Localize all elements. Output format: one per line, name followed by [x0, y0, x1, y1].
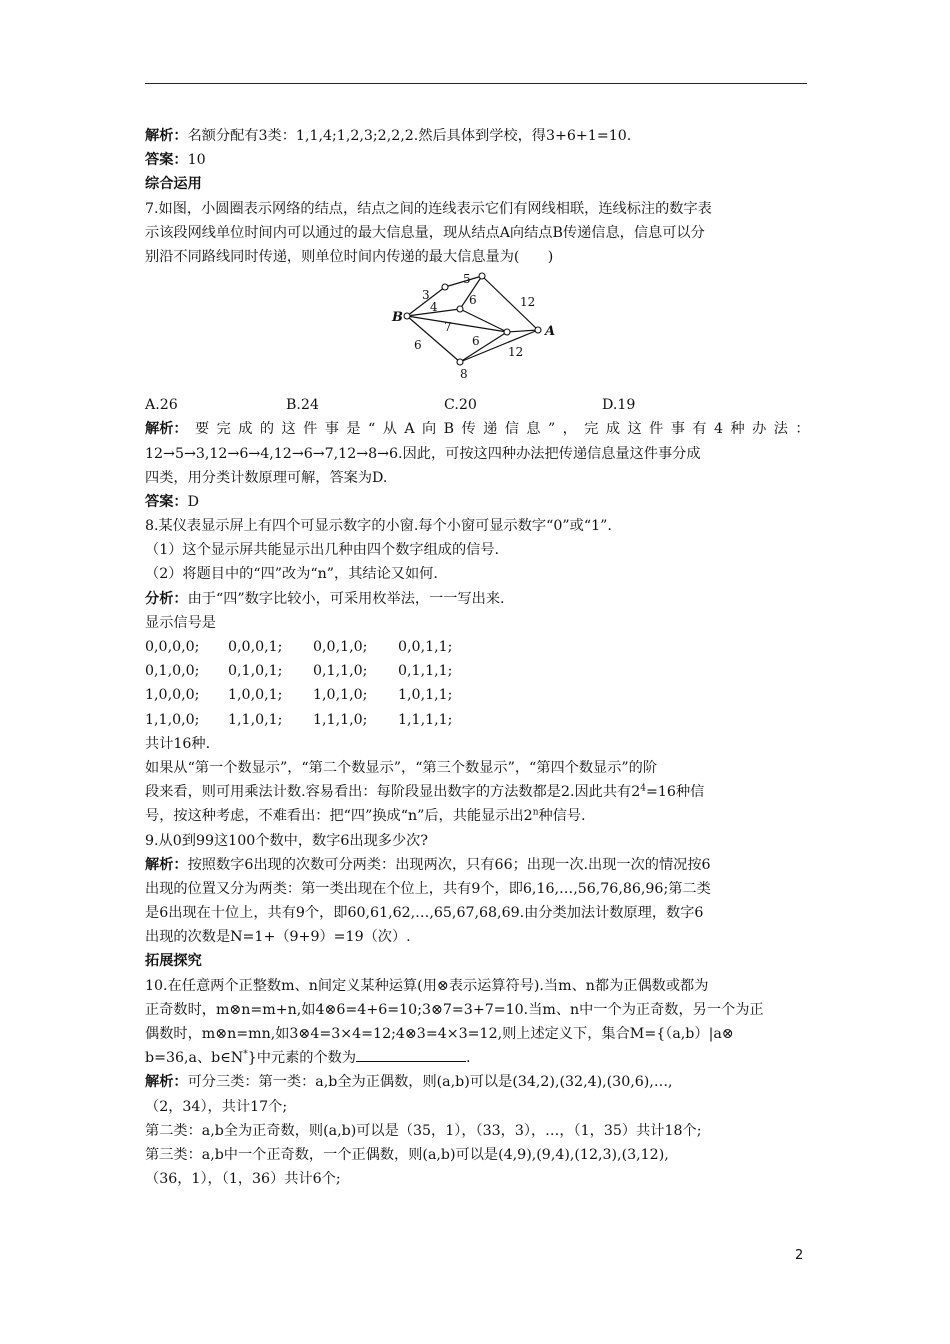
- node-b: [404, 313, 410, 319]
- section-heading-comprehensive: 综合运用: [145, 176, 202, 193]
- q8-para-line2: 段来看，则可用乘法计数.容易看出：每阶段显出数字的方法数都是2.因此共有$2^4=16$种信: [145, 783, 705, 801]
- option-d: D.19: [602, 397, 636, 414]
- q8-stem: 8.某仪表显示屏上有四个可显示数字的小窗.每个小窗可显示数字“0”或“1”.: [145, 518, 612, 535]
- q7-stem-line2: 示该段网线单位时间内可以通过的最大信息量，现从结点A向结点B传递信息，信息可以分: [145, 224, 705, 241]
- document-body: [145, 124, 810, 1191]
- network-diagram: [145, 271, 810, 385]
- q8-part2: （2）将题目中的“四”改为“n”，其结论又如何.: [145, 566, 438, 583]
- q8-total: 共计16种.: [145, 735, 211, 752]
- q7-stem-line1: 7.如图，小圆圈表示网络的结点，结点之间的连线表示它们有网线相联，连线标注的数字表: [145, 200, 712, 217]
- q10-jiexi-line5: （36，1），（1，36）共计6个;: [145, 1171, 341, 1188]
- q8-para-line3: 号，按这种考虑，不难看出：把“四”换成“n”后，共能显示出2$^n$种信号.: [145, 807, 586, 825]
- node-label-a: A: [545, 324, 556, 340]
- edge-label: 8: [460, 367, 468, 382]
- q8-part1: （1）这个显示屏共能显示出几种由四个数字组成的信号.: [145, 542, 500, 559]
- edge-label: 3: [422, 288, 430, 303]
- q8-para-line1: 如果从“第一个数显示”，“第二个数显示”，“第三个数显示”，“第四个数显示”的阶: [145, 759, 658, 776]
- edge-label: 12: [520, 295, 536, 310]
- q10-jiexi-line4: 第三类：a,b中一个正奇数，一个正偶数，则(a,b)可以是(4,9),(9,4),(12,3),(3,12),: [145, 1146, 669, 1163]
- q7-jiexi-line2: 12→5→3,12→6→4,12→6→7,12→8→6.因此，可按这四种办法把传递信息量这件事分成: [145, 445, 701, 462]
- edge-label: 12: [508, 345, 524, 360]
- edge-bottom-mid-right: [460, 332, 507, 362]
- q10-stem-line4: b=36,a、b∈N*}中元素的个数为 .: [145, 1046, 810, 1070]
- option-b: B.24: [286, 397, 319, 414]
- node-top-right: [479, 273, 485, 279]
- edge-label: 6: [414, 338, 422, 353]
- signal-row: 1,1,0,0; 1,1,0,1; 1,1,1,0; 1,1,1,1;: [145, 711, 453, 728]
- q8-signals-label: 显示信号是: [145, 614, 216, 631]
- q10-jiexi-line3: 第二类：a,b全为正奇数，则(a,b)可以是（35，1），（33，3），…，（1，35）共计18个;: [145, 1122, 702, 1139]
- node-mid-left: [457, 306, 463, 312]
- q7-jiexi-line3: 四类，用分类计数原理可解，答案为D.: [145, 469, 388, 486]
- q8-fenxi: 分析：由于“四”数字比较小，可采用枚举法，一一写出来.: [145, 590, 505, 607]
- q9-stem: 9.从0到99这100个数中，数字6出现多少次?: [145, 832, 428, 849]
- q9-jiexi-line3: 是6出现在十位上，共有9个，即60,61,62,…,65,67,68,69.由分类加法计数原理，数字6: [145, 905, 704, 922]
- q10-stem-line1: 10.在任意两个正整数m、n间定义某种运算(用⊗表示运算符号).当m、n都为正偶数或都为: [145, 977, 709, 994]
- option-c: C.20: [444, 397, 477, 414]
- signal-row: 1,0,0,0; 1,0,0,1; 1,0,1,0; 1,0,1,1;: [145, 687, 453, 704]
- q10-stem-line3: 偶数时，m⊗n=mn,如3⊗4=3×4=12;4⊗3=4×3=12,则上述定义下，集合M={（a,b）|a⊗: [145, 1026, 734, 1042]
- node-bottom: [457, 359, 463, 365]
- q7-options: [145, 393, 810, 417]
- option-a: A.26: [145, 397, 178, 414]
- q9-jiexi-line4: 出现的次数是N=1+（9+9）=19（次）.: [145, 929, 411, 946]
- edge-label: 5: [463, 272, 471, 287]
- signal-row: 0,0,0,0; 0,0,0,1; 0,0,1,0; 0,0,1,1;: [145, 639, 453, 655]
- node-top-left: [442, 284, 448, 290]
- node-a: [535, 327, 541, 333]
- q9-jiexi-line1: 解析：按照数字6出现的次数可分两类：出现两次，只有66；出现一次.出现一次的情况按6: [145, 856, 711, 873]
- q10-stem-line2: 正奇数时，m⊗n=m+n,如4⊗6=4+6=10;3⊗7=3+7=10.当m、n中一个为正奇数，另一个为正: [145, 1001, 764, 1018]
- q7-answer: 答案：D: [145, 493, 199, 510]
- q7-jiexi-line1: 解析： 要 完 成 的 这 件 事 是 “ 从 A 向 B 传 递 信 息 ” ， 完 成 这 件 事 有 4 种 办 法 ：: [145, 421, 810, 438]
- header-rule: [145, 83, 807, 84]
- q10-jiexi-line2: （2，34），共计17个;: [145, 1098, 288, 1115]
- q7-stem-line3: 别沿不同路线同时传递，则单位时间内传递的最大信息量为( ): [145, 248, 554, 265]
- signal-row: 0,1,0,0; 0,1,0,1; 0,1,1,0; 0,1,1,1;: [145, 663, 453, 680]
- q6-answer: 答案：10: [145, 152, 206, 169]
- page-number: 2: [795, 1248, 804, 1263]
- q9-jiexi-line2: 出现的位置又分为两类：第一类出现在个位上，共有9个，即6,16,…,56,76,86,96;第二类: [145, 880, 711, 897]
- q10-jiexi-line1: 解析：可分三类：第一类：a,b全为正偶数，则(a,b)可以是(34,2),(32,4),(30,6),…,: [145, 1074, 673, 1091]
- node-label-b: B: [392, 310, 403, 326]
- edge-label: 4: [430, 300, 438, 315]
- section-heading-extension: 拓展探究: [145, 953, 202, 970]
- network-graph: [390, 271, 565, 381]
- q6-jiexi: 解析：名额分配有3类：1,1,4;1,2,3;2,2,2.然后具体到学校，得3+6+1=10.: [145, 128, 632, 144]
- edge-label: 7: [444, 320, 452, 335]
- edge-label: 6: [469, 293, 477, 308]
- edge-label: 6: [472, 334, 480, 349]
- answer-blank: [356, 1047, 466, 1062]
- node-mid-right: [504, 329, 510, 335]
